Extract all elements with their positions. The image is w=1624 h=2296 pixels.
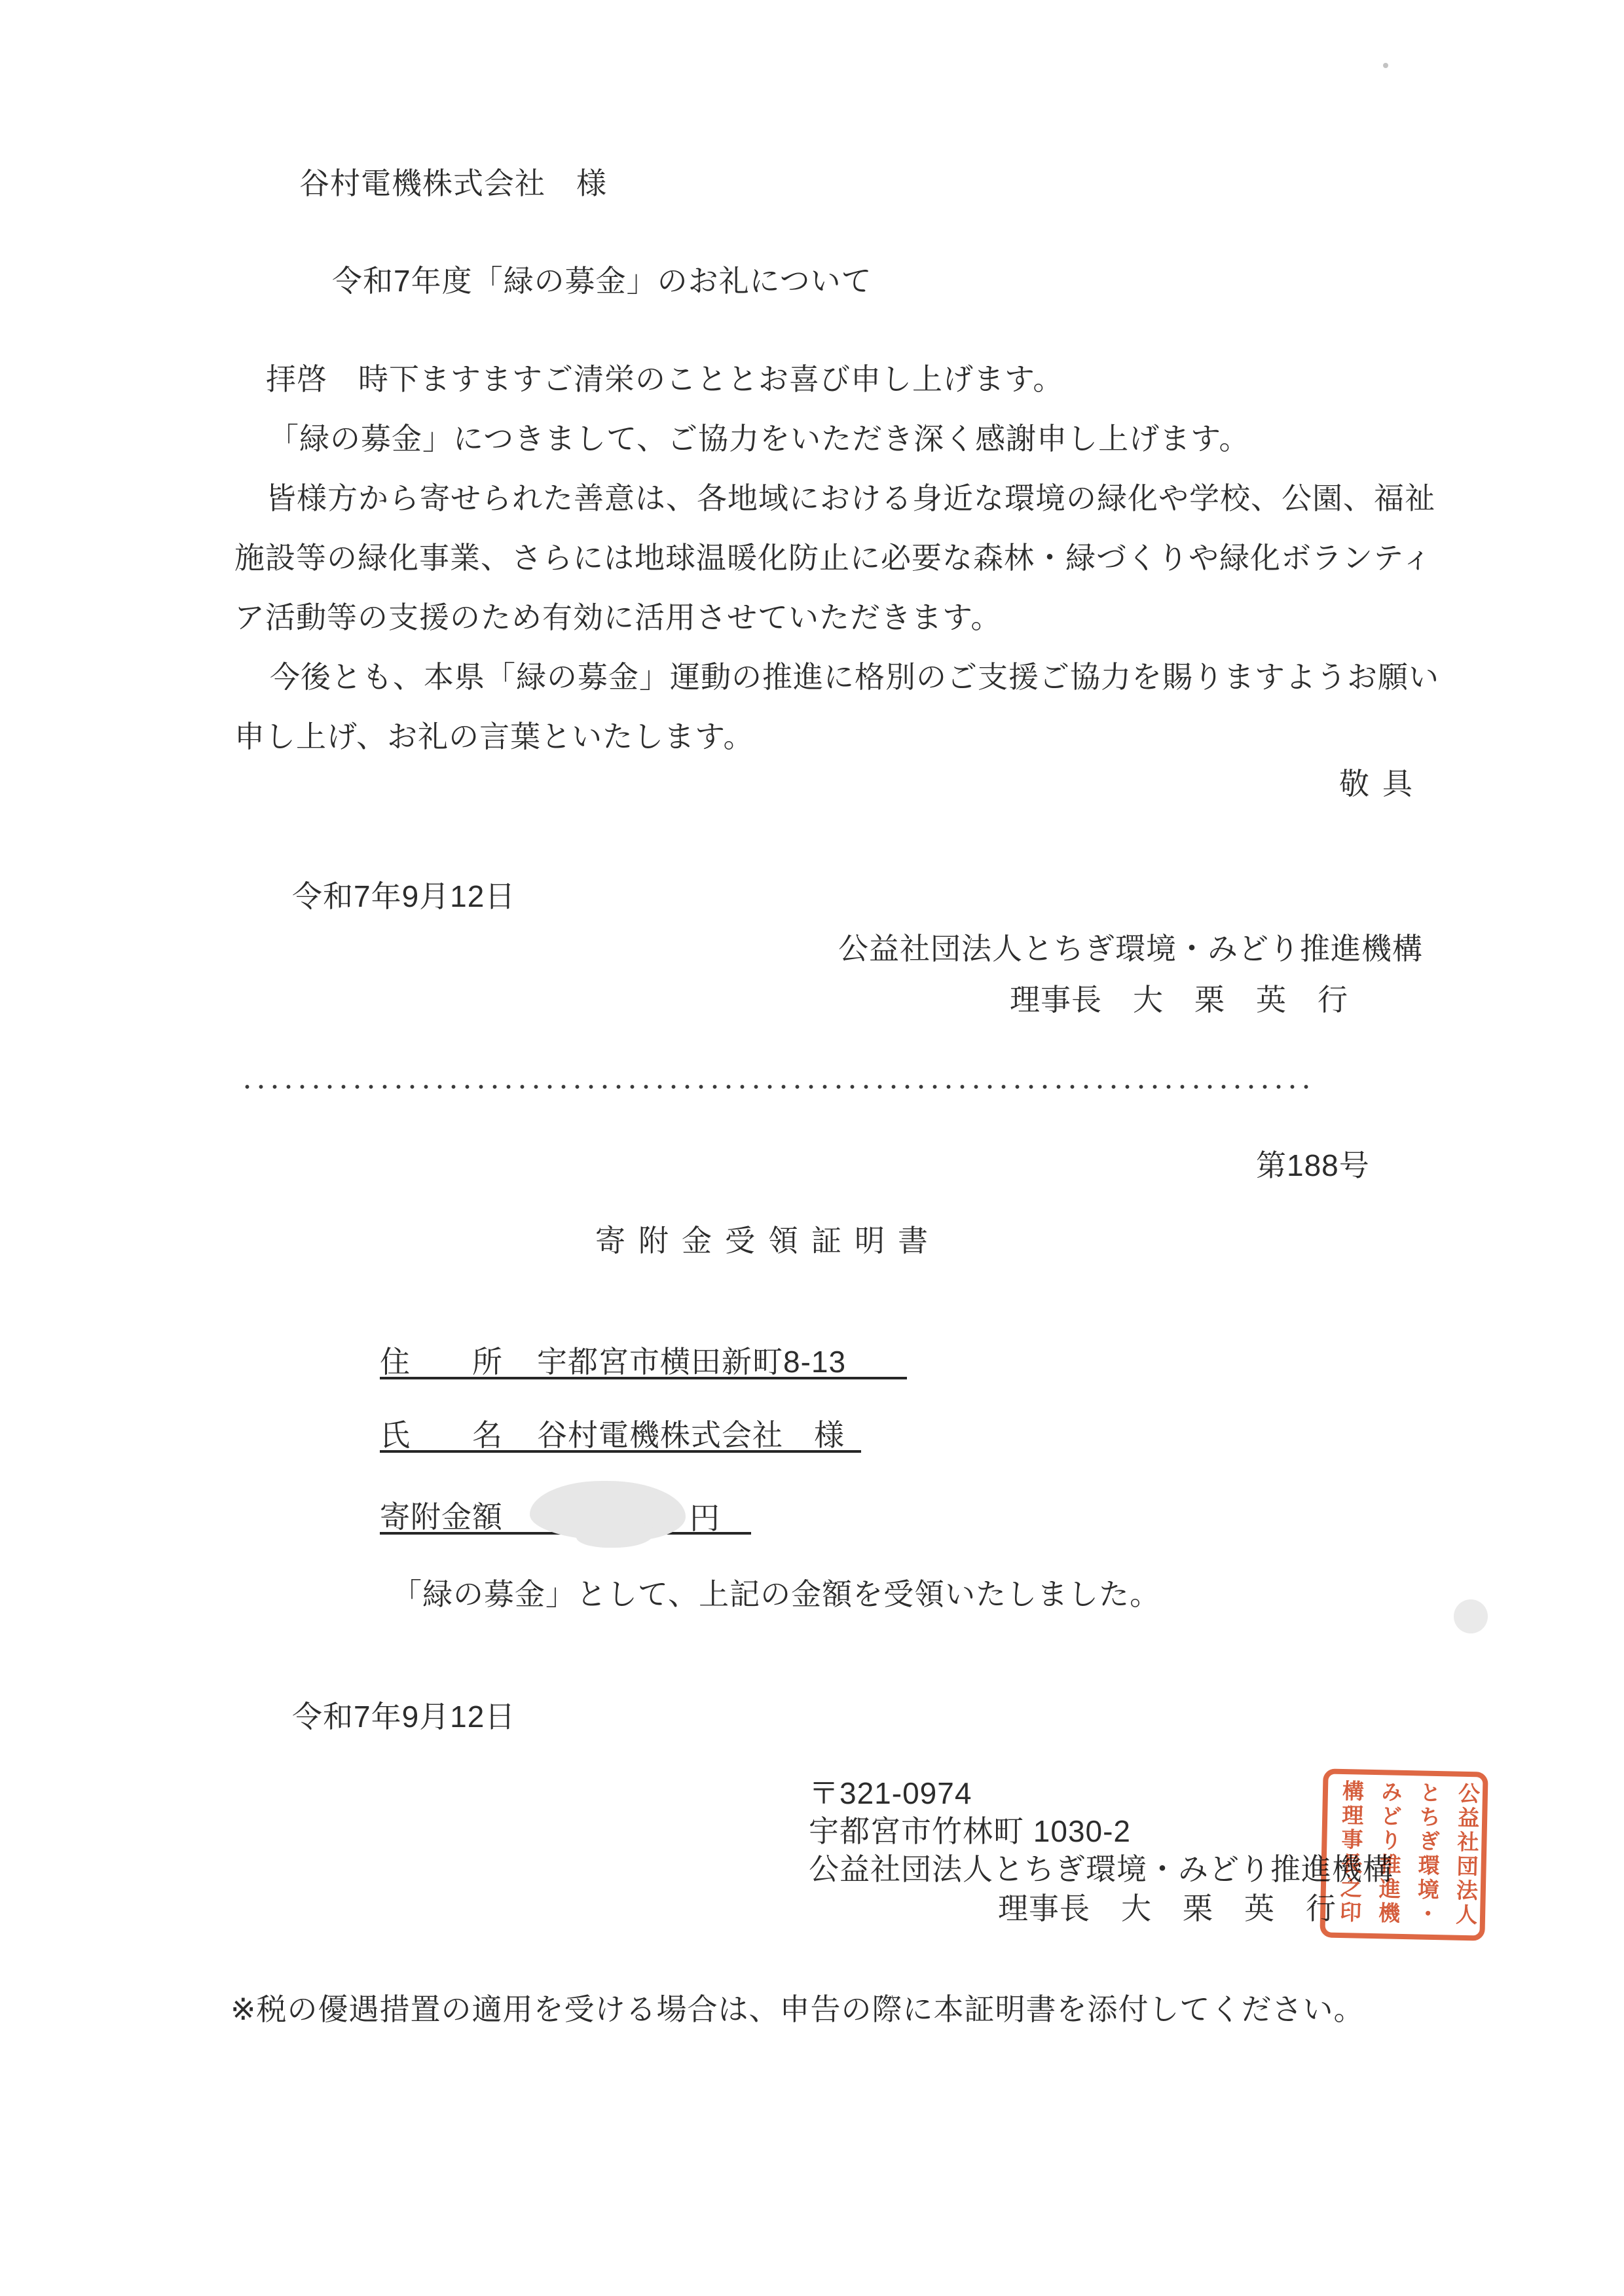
address-label: 住 所 [380, 1345, 503, 1379]
issuer-postal-code: 〒321-0974 [809, 1776, 972, 1810]
letter-subject: 令和7年度「緑の募金」のお礼について [332, 264, 872, 298]
name-field [380, 1417, 861, 1453]
address-field [380, 1344, 907, 1379]
issuer-president: 理事長 大 栗 英 行 [998, 1891, 1337, 1925]
recipient-name: 谷村電機株式会社 様 [299, 166, 607, 200]
issuer-org-name: 公益社団法人とちぎ環境・みどり推進機構 [809, 1852, 1393, 1886]
name-label: 氏 名 [380, 1418, 503, 1452]
amount-label: 寄附金額 [380, 1500, 503, 1534]
letter-org-name: 公益社団法人とちぎ環境・みどり推進機構 [838, 932, 1423, 966]
issuer-address: 宇都宮市竹林町 1030-2 [809, 1814, 1132, 1848]
address-value: 宇都宮市横田新町8-13 [537, 1345, 847, 1379]
letter-date: 令和7年9月12日 [292, 879, 516, 913]
body-line: 拝啓 時下ますますご清栄のこととお喜び申し上げます。 [266, 362, 1064, 396]
redacted-amount-blob-tail [576, 1519, 655, 1548]
scan-artifact-circle [1454, 1599, 1488, 1633]
seal-text-column: 公益社団法人 [1452, 1781, 1479, 1928]
certificate-title: 寄附金受領証明書 [595, 1224, 941, 1258]
scan-artifact-dot [1383, 63, 1388, 68]
seal-text-column: みどり推進機 [1375, 1780, 1402, 1926]
amount-unit: 円 [690, 1501, 720, 1535]
receipt-statement: 「緑の募金」として、上記の金額を受領いたしました。 [392, 1577, 1161, 1611]
letter-president: 理事長 大 栗 英 行 [1010, 983, 1348, 1017]
letter-closing: 敬具 [1339, 767, 1426, 801]
body-line: 施設等の緑化事業、さらには地球温暖化防止に必要な森林・緑づくりや緑化ボランティ [234, 541, 1433, 575]
dotted-divider [240, 1083, 1316, 1091]
seal-text-column: とちぎ環境・ [1413, 1781, 1441, 1927]
body-line: 申し上げ、お礼の言葉といたします。 [234, 720, 754, 754]
body-line: ア活動等の支援のため有効に活用させていただきます。 [234, 600, 1002, 634]
certificate-number: 第188号 [1256, 1148, 1370, 1182]
tax-note: ※税の優遇措置の適用を受ける場合は、申告の際に本証明書を添付してください。 [231, 1992, 1365, 2026]
body-line: 皆様方から寄せられた善意は、各地域における身近な環境の緑化や学校、公園、福祉 [266, 481, 1435, 515]
seal-text-column: 構理事長之印 [1336, 1779, 1363, 1925]
certificate-date: 令和7年9月12日 [292, 1700, 516, 1734]
name-value: 谷村電機株式会社 様 [537, 1418, 845, 1452]
body-line: 今後とも、本県「緑の募金」運動の推進に格別のご支援ご協力を賜りますようお願い [270, 660, 1439, 694]
body-line: 「緑の募金」につきまして、ご協力をいただき深く感謝申し上げます。 [268, 422, 1250, 456]
corporate-seal-stamp [1320, 1768, 1488, 1941]
